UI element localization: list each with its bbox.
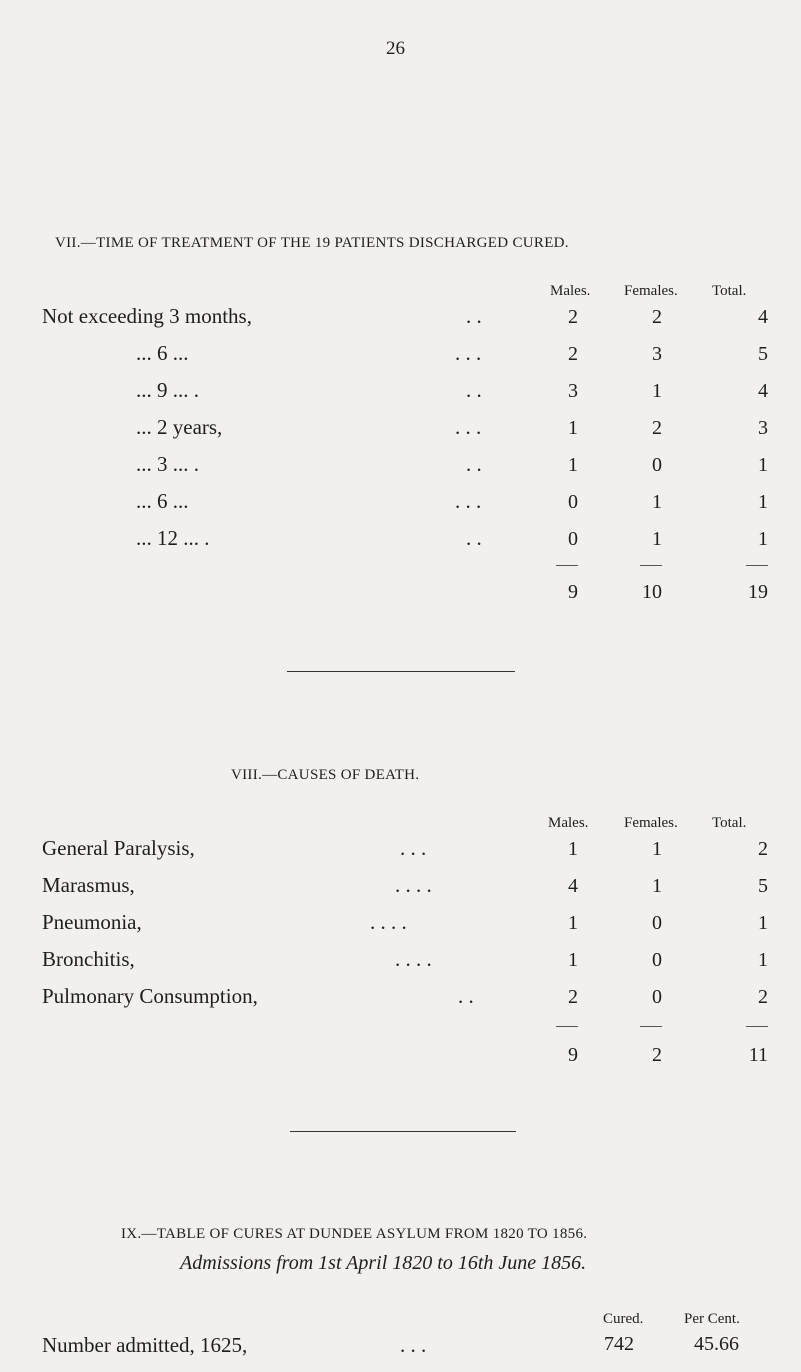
males-value: 3 — [568, 380, 578, 402]
row-dots: . . — [458, 984, 474, 1008]
females-value: 1 — [652, 875, 662, 897]
sum-rule — [746, 1026, 768, 1027]
section-divider — [287, 671, 515, 672]
females-value: 3 — [652, 343, 662, 365]
row-dots: . . — [466, 378, 482, 402]
row-label: General Paralysis, — [42, 836, 195, 860]
total-value: 5 — [758, 343, 768, 365]
males-value: 0 — [568, 491, 578, 513]
row-label: Pulmonary Consumption, — [42, 984, 258, 1008]
cured-value: 742 — [604, 1333, 634, 1355]
total-value: 1 — [758, 454, 768, 476]
row-label: Marasmus, — [42, 873, 135, 897]
section-vii-title: VII.—TIME OF TREATMENT OF THE 19 PATIENTS DISCHARGED CURED. — [55, 235, 569, 251]
sum-rule — [640, 1026, 662, 1027]
males-value: 1 — [568, 949, 578, 971]
row-dots: . . — [466, 452, 482, 476]
row-dots: . . . — [400, 836, 427, 860]
row-label: ... 3 ... . — [136, 452, 199, 476]
males-value: 2 — [568, 986, 578, 1008]
page-number: 26 — [386, 38, 405, 59]
males-value: 1 — [568, 417, 578, 439]
total-value: 3 — [758, 417, 768, 439]
females-value: 0 — [652, 986, 662, 1008]
total-value: 5 — [758, 875, 768, 897]
sum-rule — [556, 1026, 578, 1027]
males-total: 9 — [568, 581, 578, 603]
col-header-males: Males. — [550, 283, 591, 299]
females-value: 1 — [652, 838, 662, 860]
row-dots: . . — [466, 526, 482, 550]
per-cent-value: 45.66 — [694, 1333, 739, 1355]
row-dots: . . . — [455, 415, 482, 439]
row-dots: . . . — [455, 489, 482, 513]
section-viii-title: VIII.—CAUSES OF DEATH. — [231, 767, 420, 783]
total-value: 1 — [758, 949, 768, 971]
total-value: 1 — [758, 491, 768, 513]
section-divider — [290, 1131, 516, 1132]
section-ix-subtitle: Admissions from 1st April 1820 to 16th June 1856. — [180, 1252, 587, 1274]
females-value: 0 — [652, 454, 662, 476]
row-label: Pneumonia, — [42, 910, 142, 934]
col-header-total: Total. — [712, 283, 747, 299]
row-dots: . . — [466, 304, 482, 328]
row-dots: . . . — [455, 341, 482, 365]
row-dots: . . . — [400, 1333, 427, 1357]
row-label: ... 9 ... . — [136, 378, 199, 402]
females-value: 1 — [652, 491, 662, 513]
females-value: 2 — [652, 417, 662, 439]
col-header-females: Females. — [624, 815, 678, 831]
row-dots: . . . . — [370, 910, 407, 934]
total-value: 1 — [758, 528, 768, 550]
sum-rule — [640, 565, 662, 566]
col-header-males: Males. — [548, 815, 589, 831]
row-label: ... 6 ... — [136, 489, 189, 513]
total-value: 2 — [758, 838, 768, 860]
total-value: 2 — [758, 986, 768, 1008]
row-dots: . . . . — [395, 873, 432, 897]
sum-rule — [556, 565, 578, 566]
females-value: 0 — [652, 949, 662, 971]
males-value: 1 — [568, 912, 578, 934]
row-label: Not exceeding 3 months, — [42, 304, 252, 328]
females-total: 10 — [642, 581, 662, 603]
row-dots: . . . . — [395, 947, 432, 971]
males-value: 2 — [568, 306, 578, 328]
females-total: 2 — [652, 1044, 662, 1066]
males-value: 0 — [568, 528, 578, 550]
sum-rule — [746, 565, 768, 566]
col-header-total: Total. — [712, 815, 747, 831]
row-label: ... 2 years, — [136, 415, 223, 439]
total-value: 1 — [758, 912, 768, 934]
females-value: 0 — [652, 912, 662, 934]
males-value: 2 — [568, 343, 578, 365]
males-total: 9 — [568, 1044, 578, 1066]
section-ix-title: IX.—TABLE OF CURES AT DUNDEE ASYLUM FROM 1820 TO 1856. — [121, 1226, 588, 1242]
total-value: 4 — [758, 380, 768, 402]
col-header-females: Females. — [624, 283, 678, 299]
females-value: 1 — [652, 380, 662, 402]
total-value: 4 — [758, 306, 768, 328]
grand-total: 11 — [748, 1044, 768, 1066]
col-header-cured: Cured. — [603, 1311, 644, 1327]
males-value: 1 — [568, 838, 578, 860]
females-value: 1 — [652, 528, 662, 550]
males-value: 4 — [568, 875, 578, 897]
females-value: 2 — [652, 306, 662, 328]
col-header-per-cent: Per Cent. — [684, 1311, 740, 1327]
males-value: 1 — [568, 454, 578, 476]
row-label: ... 6 ... — [136, 341, 189, 365]
row-label: ... 12 ... . — [136, 526, 210, 550]
row-label: Bronchitis, — [42, 947, 135, 971]
row-label: Number admitted, 1625, — [42, 1333, 248, 1357]
grand-total: 19 — [748, 581, 768, 603]
